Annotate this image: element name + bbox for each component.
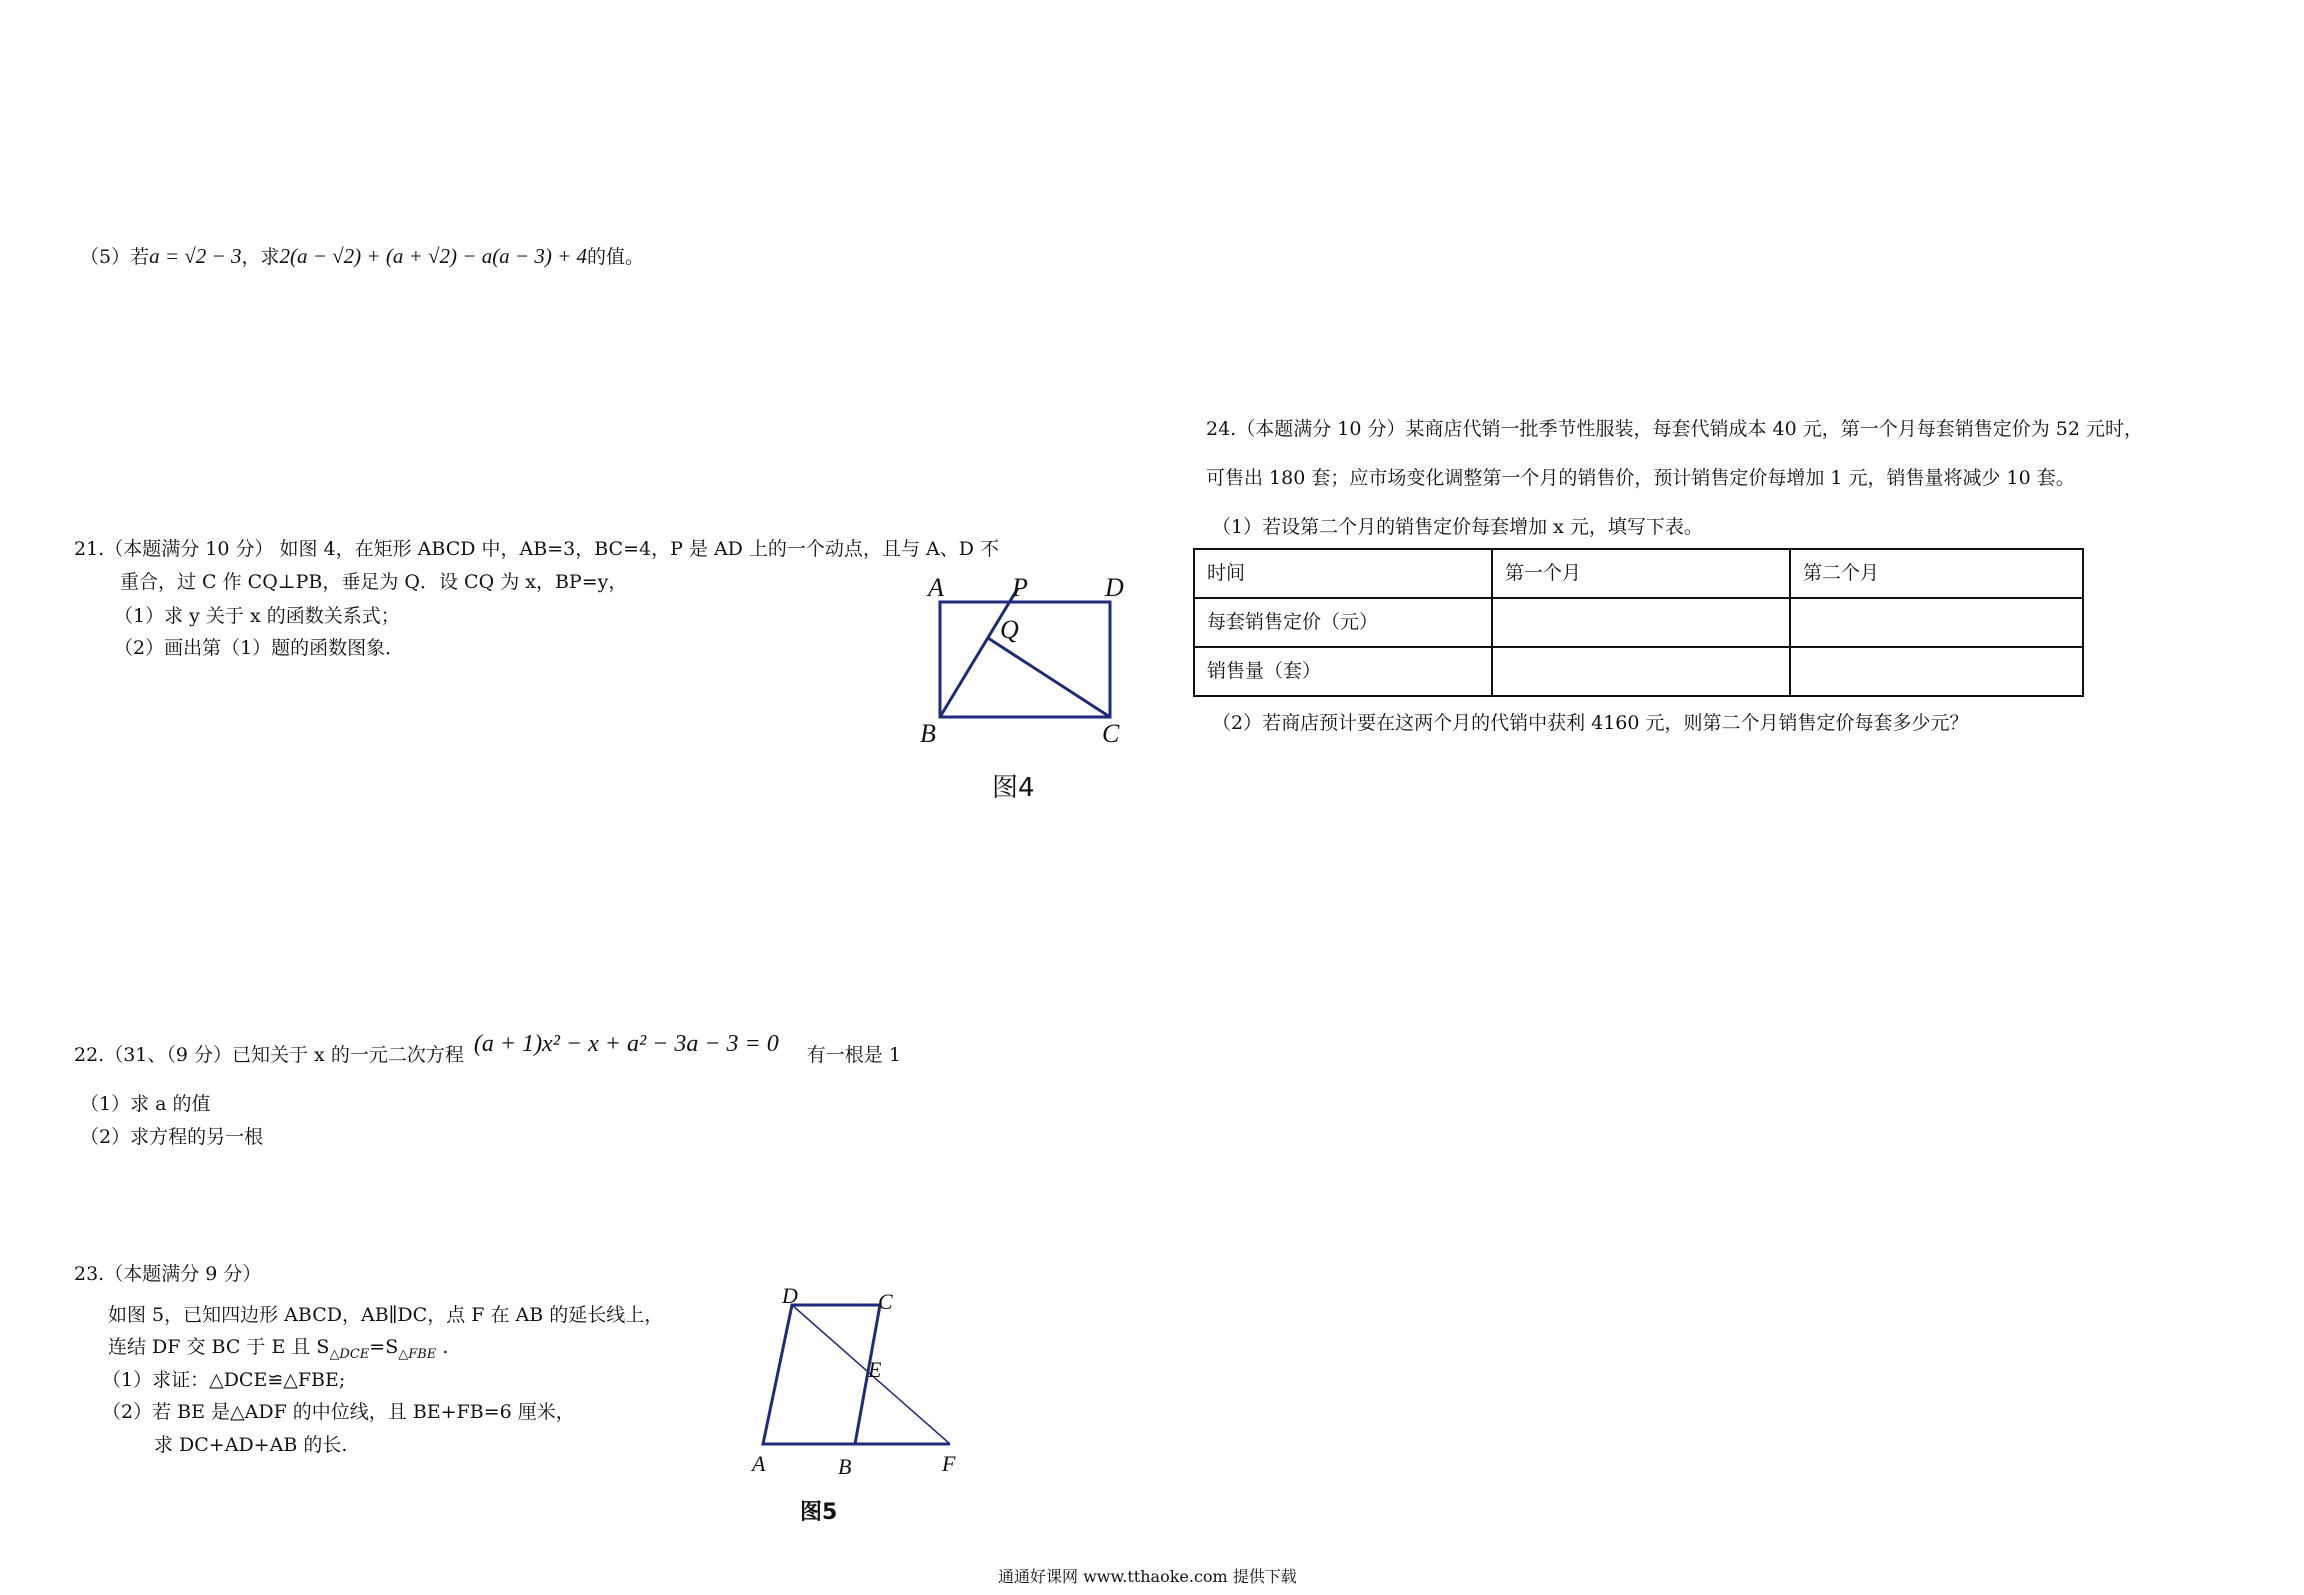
q22-sub2: （2）求方程的另一根 — [80, 1126, 264, 1148]
fig4-label-c: C — [1102, 719, 1120, 748]
q23-line2 — [108, 1336, 448, 1362]
q22-line1 — [74, 1031, 901, 1069]
fig5-label-f: F — [942, 1451, 956, 1476]
q23-sub2: （2）若 BE 是△ADF 的中位线，且 BE+FB=6 厘米， — [102, 1401, 575, 1423]
q21-line1: 21.（本题满分 10 分） 如图 4，在矩形 ABCD 中，AB=3，BC=4，P 是 AD 上的一个动点，且与 A、D 不 — [74, 538, 999, 560]
problem-5-condition: a = √2 − 3 — [149, 244, 242, 268]
q24-sub2: （2）若商店预计要在这两个月的代销中获利 4160 元，则第二个月销售定价每套多少元？ — [1212, 712, 1969, 734]
trapezoid-abcd — [763, 1305, 880, 1444]
table-row — [1194, 549, 2083, 598]
segment-cq — [988, 638, 1110, 717]
problem-5-label: （5）若 — [80, 246, 150, 268]
q23-line2-pre: 连结 DF 交 BC 于 E 且 S — [108, 1336, 330, 1358]
q24-line2: 可售出 180 套；应市场变化调整第一个月的销售价，预计销售定价每增加 1 元，销售量将减少 10 套。 — [1206, 467, 2075, 489]
fig5-label-d: D — [782, 1283, 798, 1308]
sales-table — [1193, 548, 2084, 697]
fig4-label-q: Q — [1000, 615, 1019, 644]
table-header-cell: 第二个月 — [1790, 549, 2083, 598]
fig5-label-b: B — [838, 1454, 852, 1479]
fig5-label-a: A — [752, 1451, 766, 1476]
fig5-caption: 图5 — [800, 1500, 838, 1525]
q22-intro: 22.（31、（9 分）已知关于 x 的一元二次方程 — [74, 1044, 464, 1066]
q23-sub1: （1）求证：△DCE≌△FBE; — [102, 1369, 346, 1391]
table-header-cell: 时间 — [1194, 549, 1492, 598]
q23-line2-mid: =S — [369, 1336, 399, 1358]
footer-credit: 通通好课网 www.tthaoke.com 提供下载 — [998, 1567, 1297, 1586]
table-cell: 销售量（套） — [1194, 647, 1492, 696]
q23-line2-post: . — [436, 1336, 449, 1358]
q22-intro-tail: 有一根是 1 — [806, 1044, 901, 1066]
table-row — [1194, 647, 2083, 696]
segment-bp — [940, 588, 1018, 717]
fig4-label-b: B — [920, 719, 936, 748]
q24-sub1: （1）若设第二个月的销售定价每套增加 x 元，填写下表。 — [1212, 516, 1703, 538]
problem-5-mid: ，求 — [241, 246, 280, 268]
table-cell — [1790, 647, 2083, 696]
q23-title: 23.（本题满分 9 分） — [74, 1263, 262, 1285]
fig4-label-d: D — [1105, 573, 1124, 602]
q23-sub2b: 求 DC+AD+AB 的长. — [154, 1434, 348, 1456]
fig4-label-p: P — [1012, 573, 1028, 602]
figure-5 — [740, 1285, 970, 1525]
q24-line1: 24.（本题满分 10 分）某商店代销一批季节性服装，每套代销成本 40 元，第一个月每套销售定价为 52 元时， — [1206, 418, 2143, 440]
fig5-label-e: E — [868, 1357, 882, 1382]
table-row — [1194, 598, 2083, 647]
q23-line1: 如图 5，已知四边形 ABCD，AB∥DC，点 F 在 AB 的延长线上， — [108, 1304, 664, 1326]
q21-line2: 重合，过 C 作 CQ⊥PB，垂足为 Q．设 CQ 为 x，BP=y， — [120, 571, 628, 593]
q23-sub-dce: △DCE — [329, 1346, 370, 1362]
fig4-label-a: A — [928, 573, 944, 602]
table-cell — [1492, 598, 1790, 647]
table-cell: 每套销售定价（元） — [1194, 598, 1492, 647]
figure-4 — [900, 570, 1160, 803]
problem-5-tail: 的值。 — [587, 246, 645, 268]
problem-5 — [80, 244, 644, 269]
problem-5-expression: 2(a − √2) + (a + √2) − a(a − 3) + 4 — [279, 244, 588, 268]
table-cell — [1790, 598, 2083, 647]
table-header-cell: 第一个月 — [1492, 549, 1790, 598]
q23-sub-fbe: △FBE — [398, 1346, 437, 1362]
q21-sub2: （2）画出第（1）题的函数图象． — [114, 637, 405, 659]
q21-sub1: （1）求 y 关于 x 的函数关系式； — [114, 605, 400, 627]
q22-sub1: （1）求 a 的值 — [80, 1093, 211, 1115]
table-cell — [1492, 647, 1790, 696]
q22-equation: (a + 1)x² − x + a² − 3a − 3 = 0 — [473, 1031, 779, 1057]
fig4-caption: 图4 — [992, 773, 1035, 803]
fig5-label-c: C — [878, 1289, 893, 1314]
